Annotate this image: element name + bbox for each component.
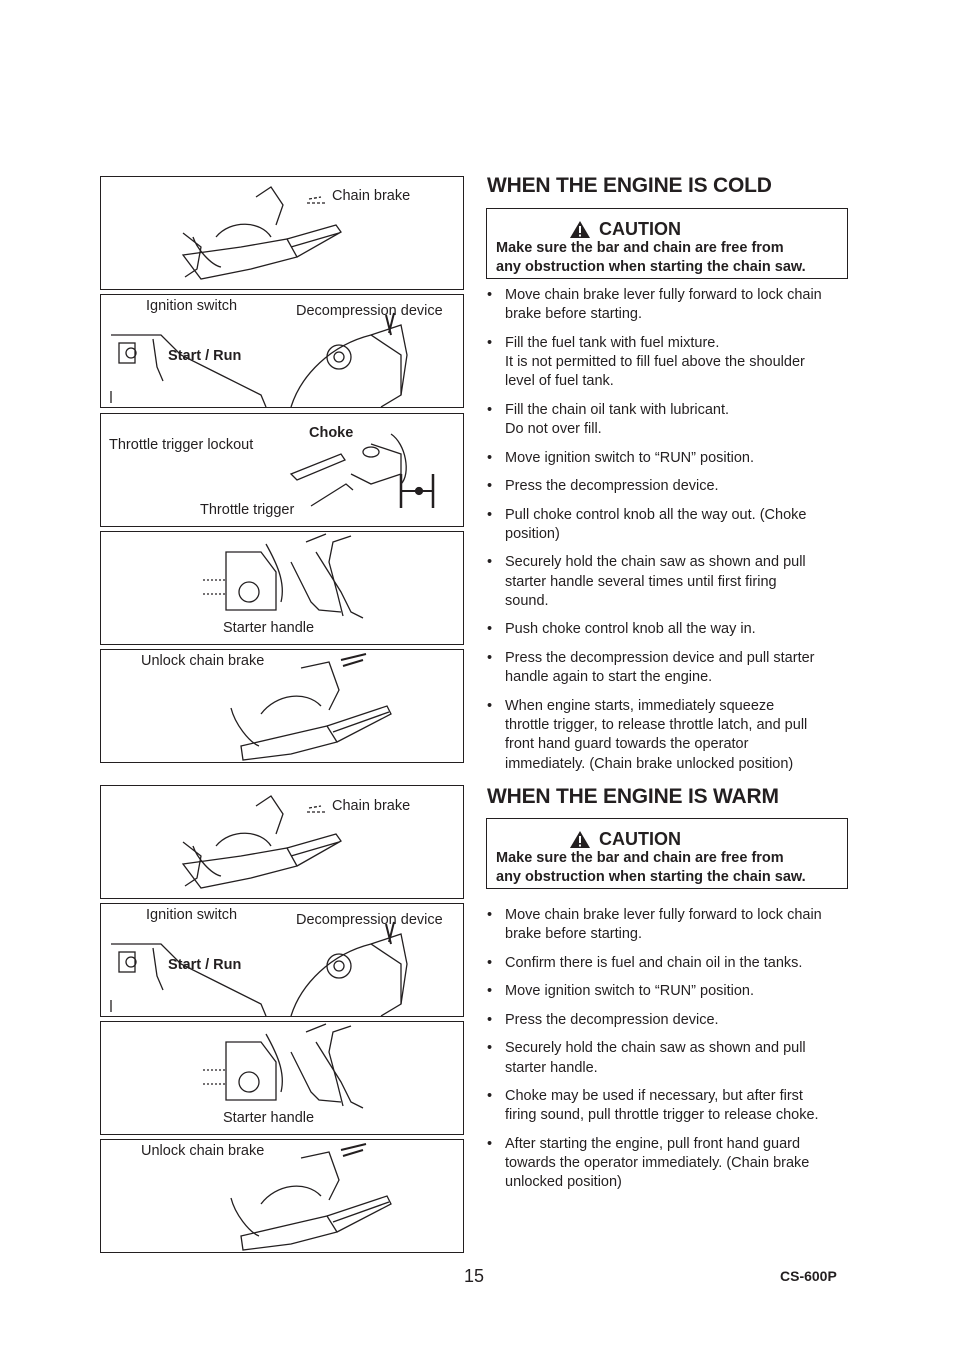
unlock-chain-brake-label: Unlock chain brake: [141, 653, 265, 669]
list-item: • Pull choke control knob all the way out. (Choke position): [487, 506, 852, 545]
figure-ignition-decompression-warm: [100, 903, 464, 1017]
figure-chain-brake: [100, 176, 464, 290]
unlock-chain-brake-label: Unlock chain brake: [141, 1143, 265, 1159]
cold-steps-list: [487, 286, 852, 783]
list-item: • Confirm there is fuel and chain oil in the tanks.: [487, 954, 852, 973]
list-item: • Move chain brake lever fully forward to lock chain brake before starting.: [487, 286, 852, 325]
list-item: • Press the decompression device and pull starter handle again to start the engine.: [487, 649, 852, 688]
start-run-label: Start / Run: [168, 957, 242, 973]
list-item: • Press the decompression device.: [487, 477, 852, 496]
list-item: • Move ignition switch to “RUN” position.: [487, 982, 852, 1001]
figure-starter-handle-warm: [100, 1021, 464, 1135]
list-item: • Fill the fuel tank with fuel mixture. It is not permitted to fill fuel above the shoulder level of fuel tank.: [487, 334, 852, 392]
throttle-trigger-label: Throttle trigger: [200, 502, 295, 518]
start-run-label: Start / Run: [168, 348, 242, 364]
list-item: • After starting the engine, pull front hand guard towards the operator immediately. (Chain brake unlocked position): [487, 1135, 852, 1193]
caution-box-cold: [486, 208, 848, 279]
decompression-device-label: Decompression device: [296, 303, 443, 319]
choke-label: Choke: [309, 425, 354, 441]
chain-brake-label: Chain brake: [332, 188, 411, 204]
list-item: • Push choke control knob all the way in.: [487, 620, 852, 639]
caution-title: CAUTION: [599, 829, 681, 850]
throttle-trigger-lockout-label: Throttle trigger lockout: [109, 437, 254, 453]
starter-handle-label: Starter handle: [223, 1110, 315, 1126]
figure-ignition-decompression: [100, 294, 464, 408]
ignition-switch-label: Ignition switch: [146, 907, 238, 923]
model-number: CS-600P: [780, 1268, 837, 1284]
list-item: • Securely hold the chain saw as shown and pull starter handle several times until first firing sound.: [487, 553, 852, 611]
list-item: • Press the decompression device.: [487, 1011, 852, 1030]
warning-triangle-icon: [569, 830, 591, 849]
figure-throttle-choke: [100, 413, 464, 527]
figure-unlock-chain-brake: [100, 649, 464, 763]
chain-brake-label: Chain brake: [332, 798, 411, 814]
caution-text: Make sure the bar and chain are free from any obstruction when starting the chain saw.: [496, 240, 806, 275]
decompression-device-label: Decompression device: [296, 912, 443, 928]
caution-box-warm: [486, 818, 848, 889]
figure-chain-brake-warm: [100, 785, 464, 899]
list-item: • Move chain brake lever fully forward to lock chain brake before starting.: [487, 906, 852, 945]
figure-unlock-chain-brake-warm: [100, 1139, 464, 1253]
warning-triangle-icon: [569, 220, 591, 239]
section-heading-warm: WHEN THE ENGINE IS WARM: [487, 785, 779, 808]
list-item: • Securely hold the chain saw as shown and pull starter handle.: [487, 1039, 852, 1078]
page-number: 15: [464, 1266, 485, 1286]
starter-handle-label: Starter handle: [223, 620, 315, 636]
caution-title: CAUTION: [599, 219, 681, 240]
figure-starter-handle: [100, 531, 464, 645]
list-item: • Fill the chain oil tank with lubricant. Do not over fill.: [487, 401, 852, 440]
ignition-switch-label: Ignition switch: [146, 298, 238, 314]
section-heading-cold: WHEN THE ENGINE IS COLD: [487, 174, 772, 197]
list-item: • When engine starts, immediately squeeze throttle trigger, to release throttle latch, and pull front hand guard towards the operator immediately. (Chain brake unlocked position): [487, 697, 852, 774]
list-item: • Move ignition switch to “RUN” position.: [487, 449, 852, 468]
warm-steps-list: [487, 906, 852, 1202]
caution-text: Make sure the bar and chain are free from any obstruction when starting the chain saw.: [496, 850, 806, 885]
list-item: • Choke may be used if necessary, but after first firing sound, pull throttle trigger to release choke.: [487, 1087, 852, 1126]
